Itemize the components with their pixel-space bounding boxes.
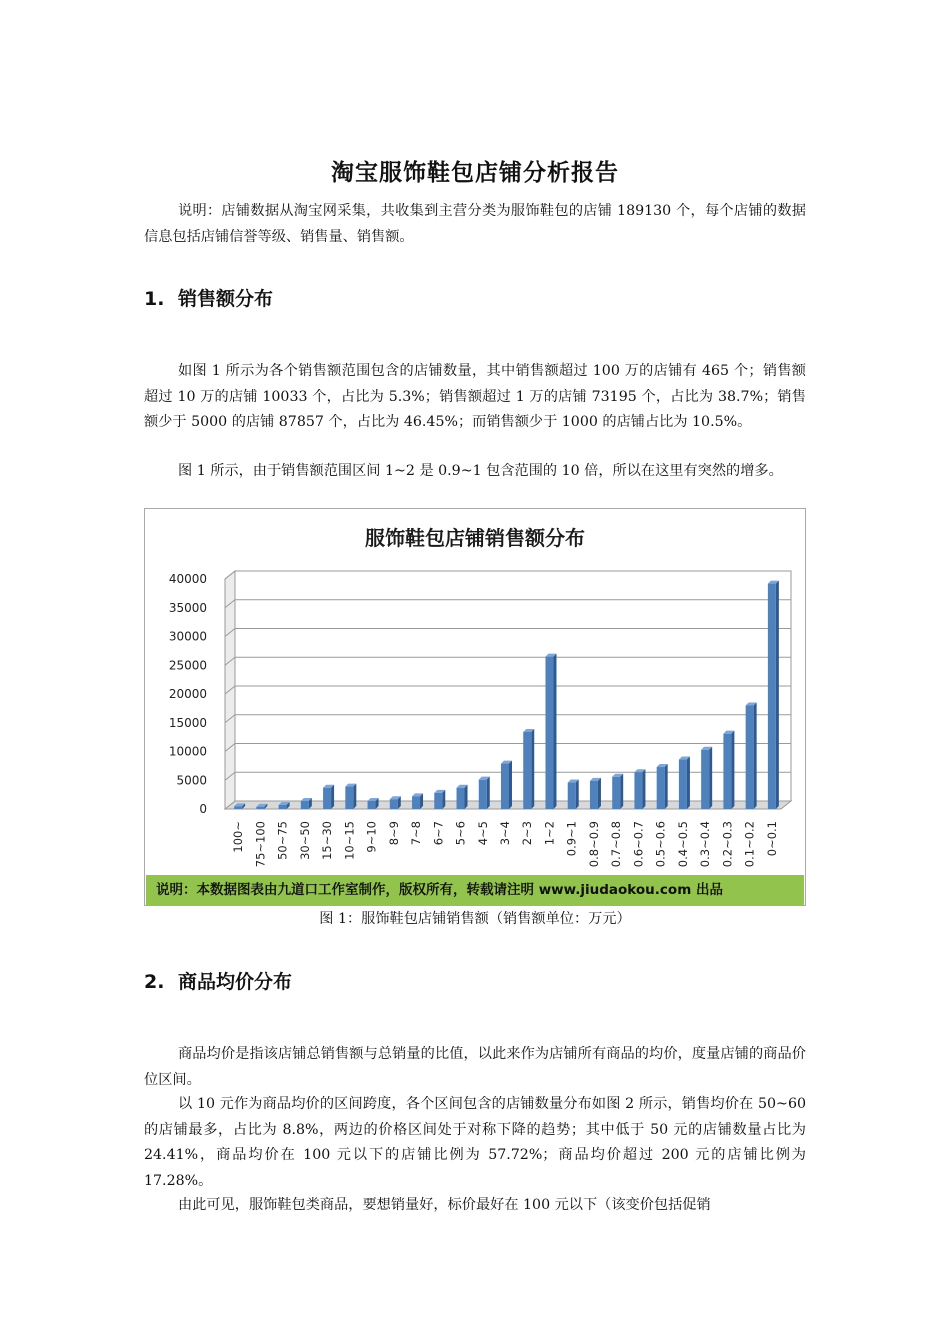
intro-paragraph: 说明：店铺数据从淘宝网采集，共收集到主营分类为服饰鞋包的店铺 189130 个，每个店铺的数据信息包括店铺信誉等级、销售量、销售额。	[144, 203, 806, 245]
section-2-number: 2.	[144, 971, 165, 993]
x-tick-label: 3~4	[498, 821, 512, 846]
x-tick-label: 8~9	[386, 821, 401, 846]
bar	[501, 761, 512, 809]
section-2-paragraph-1: 商品均价是指该店铺总销售额与总销量的比值，以此来作为店铺所有商品的均价，度量店铺的商品价位区间。	[144, 1046, 806, 1088]
sales-bar-chart	[145, 509, 805, 875]
x-tick-label: 5~6	[453, 821, 468, 846]
section-1-title: 销售额分布	[178, 288, 274, 310]
bar	[657, 764, 668, 809]
section-2-heading	[144, 967, 292, 994]
bar	[768, 581, 779, 809]
x-tick-label: 0.5~0.6	[653, 821, 668, 868]
y-tick-label: 0	[199, 802, 207, 816]
bar	[412, 793, 423, 809]
x-tick-label: 1~2	[542, 821, 557, 846]
x-tick-label: 15~30	[320, 821, 335, 860]
bar	[568, 780, 579, 809]
y-tick-label: 10000	[168, 744, 207, 759]
x-tick-label: 0.7~0.8	[609, 821, 624, 868]
section-1-heading	[144, 284, 273, 311]
section-2-paragraph-3: 由此可见，服饰鞋包类商品，要想销量好，标价最好在 100 元以下（该变价包括促销	[178, 1197, 711, 1213]
x-tick-label: 50~75	[275, 821, 290, 860]
bar	[590, 778, 601, 809]
chart-title: 服饰鞋包店铺销售额分布	[365, 526, 585, 550]
y-tick-label: 35000	[168, 600, 207, 615]
x-tick-label: 0.1~0.2	[742, 821, 757, 868]
bar	[723, 731, 734, 809]
x-tick-label: 0.4~0.5	[675, 821, 690, 868]
bar	[301, 798, 312, 809]
y-tick-label: 40000	[168, 572, 207, 586]
bar	[523, 729, 534, 809]
bar	[746, 703, 757, 810]
x-tick-label: 0.8~0.9	[586, 821, 601, 868]
chart-x-ticks	[231, 821, 779, 867]
x-tick-label: 100~	[231, 821, 246, 853]
bar	[634, 769, 645, 809]
y-tick-label: 25000	[168, 658, 207, 673]
bar	[701, 747, 712, 809]
section-2-title: 商品均价分布	[178, 971, 293, 993]
x-tick-label: 7~8	[409, 821, 424, 846]
bar	[479, 777, 490, 809]
x-tick-label: 4~5	[475, 821, 490, 846]
section-1-number: 1.	[144, 288, 165, 310]
x-tick-label: 9~10	[364, 821, 379, 853]
document-title: 淘宝服饰鞋包店铺分析报告	[331, 159, 619, 186]
x-tick-label: 75~100	[253, 821, 268, 868]
bar	[368, 798, 379, 809]
y-tick-label: 5000	[176, 773, 207, 788]
x-tick-label: 0.9~1	[564, 821, 579, 857]
x-tick-label: 2~3	[520, 821, 535, 846]
bar	[679, 757, 690, 809]
x-tick-label: 10~15	[342, 821, 357, 860]
chart-footer-banner: 说明：本数据图表由九道口工作室制作，版权所有，转载请注明 www.jiudaokou.com 出品	[146, 875, 804, 905]
sales-chart	[144, 508, 806, 906]
bar	[345, 784, 356, 809]
y-tick-label: 20000	[168, 687, 207, 701]
x-tick-label: 0~0.1	[764, 821, 779, 857]
y-tick-label: 30000	[168, 629, 207, 644]
figure-1-caption: 图 1：服饰鞋包店铺销售额（销售额单位：万元）	[319, 911, 631, 927]
section-2-paragraph-2: 以 10 元作为商品均价的区间跨度，各个区间包含的店铺数量分布如图 2 所示，销售均价在 50~60 的店铺最多，占比为 8.8%，两边的价格区间处于对称下降的趋势；其中低于 50 元的店铺数量占比为 24.41%，商品均价在 100 元以下的店铺比例为 57.72%；商品均价超过 200 元的店铺比例为 17.28%。	[144, 1096, 806, 1189]
bar	[457, 785, 468, 809]
bar	[545, 654, 556, 809]
chart-y-ticks	[169, 572, 207, 816]
x-tick-label: 0.6~0.7	[631, 821, 646, 868]
bar	[612, 774, 623, 809]
y-tick-label: 15000	[168, 715, 207, 730]
bar	[390, 796, 401, 809]
x-tick-label: 30~50	[297, 821, 312, 860]
bar	[323, 785, 334, 809]
section-1-paragraph-1: 如图 1 所示为各个销售额范围包含的店铺数量，其中销售额超过 100 万的店铺有 465 个；销售额超过 10 万的店铺 10033 个，占比为 5.3%；销售额超过 1 万的店铺 73195 个，占比为 38.7%；销售额少于 5000 的店铺 87857 个，占比为 46.45%；而销售额少于 1000 的店铺占比为 10.5%。	[144, 363, 806, 430]
x-tick-label: 0.3~0.4	[698, 821, 713, 868]
x-tick-label: 6~7	[431, 821, 446, 846]
x-tick-label: 0.2~0.3	[720, 821, 735, 868]
section-1-paragraph-2: 图 1 所示，由于销售额范围区间 1~2 是 0.9~1 包含范围的 10 倍，所以在这里有突然的增多。	[178, 463, 783, 479]
bar	[434, 790, 445, 809]
